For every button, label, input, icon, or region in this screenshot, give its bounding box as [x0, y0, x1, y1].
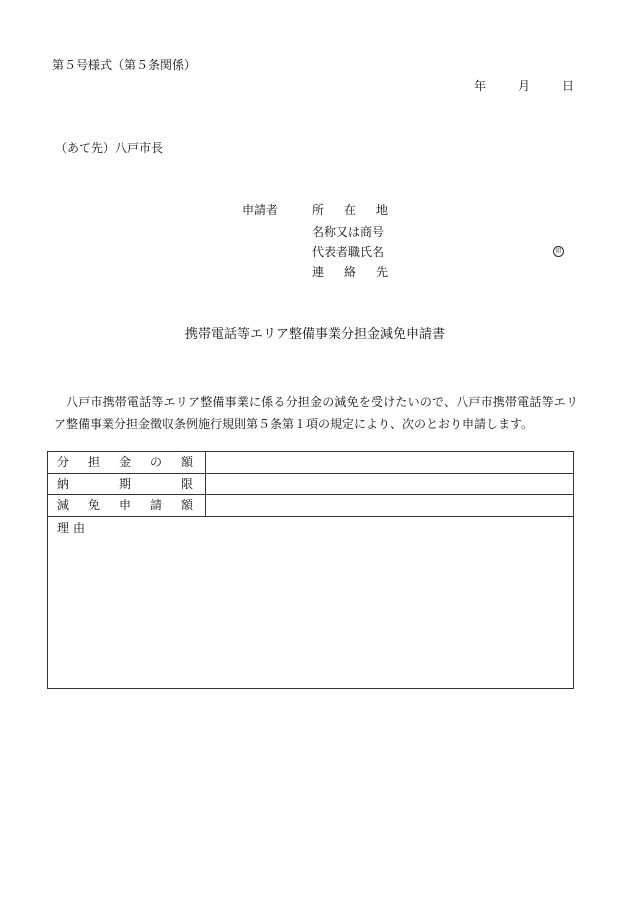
table-row	[48, 452, 573, 474]
document-title: 携帯電話等エリア整備事業分担金減免申請書	[184, 327, 445, 342]
body-paragraph: 八戸市携帯電話等エリア整備事業に係る分担金の減免を受けたいので、八戸市携帯電話等エリア整備事業分担金徴収条例施行規則第５条第１項の規定により、次のとおり申請します。	[54, 395, 578, 431]
contact-field-label: 連 絡 先	[312, 265, 388, 279]
year-label: 年	[473, 79, 486, 93]
column-divider	[205, 495, 206, 516]
reason-label: 理 由	[57, 521, 85, 535]
amount-label: 分 担 金 の 額	[57, 455, 193, 469]
detail-table	[47, 451, 574, 689]
name-field-label: 名称又は商号	[312, 225, 385, 239]
column-divider	[205, 452, 206, 473]
representative-field-label: 代表者職氏名	[312, 245, 385, 259]
applicant-label: 申請者	[242, 203, 279, 217]
due-date-label: 納 期 限	[57, 477, 193, 491]
month-label: 月	[517, 79, 530, 93]
reduction-amount-label: 減 免 申 請 額	[57, 498, 193, 512]
date-line	[474, 79, 574, 93]
address-field-label: 所 在 地	[312, 203, 388, 217]
day-label: 日	[561, 79, 574, 93]
form-number: 第５号様式（第５条関係）	[52, 58, 197, 72]
table-row	[48, 495, 573, 517]
column-divider	[205, 474, 206, 494]
seal-icon: 印	[553, 246, 564, 257]
addressee: （あて先）八戸市長	[55, 141, 164, 155]
table-row	[48, 474, 573, 495]
